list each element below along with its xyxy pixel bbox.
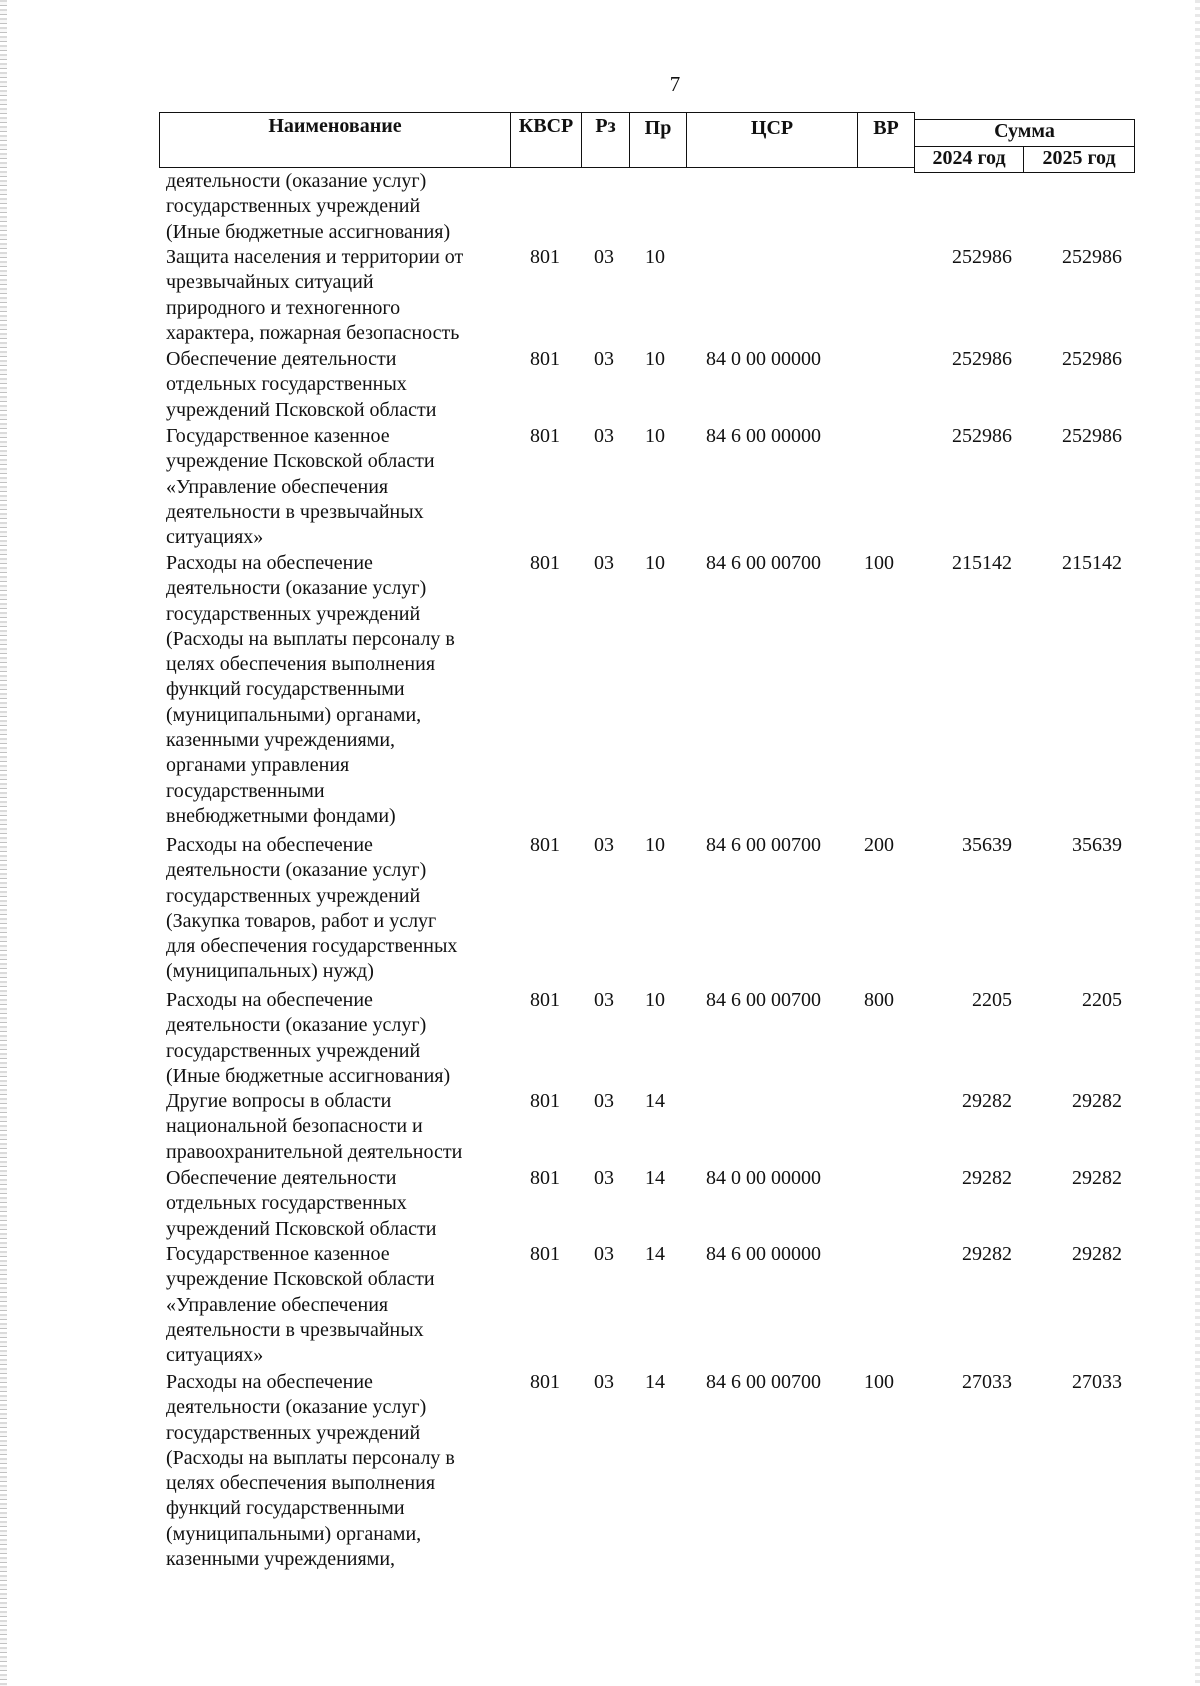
row-name: Обеспечение деятельности отдельных государственных учреждений Псковской области bbox=[166, 348, 437, 421]
row-rz: 03 bbox=[594, 1090, 614, 1112]
row-kvsr: 801 bbox=[530, 425, 560, 447]
row-y2025: 27033 bbox=[1072, 1371, 1122, 1393]
header-pr-label: Пр bbox=[644, 117, 672, 139]
row-y2025: 252986 bbox=[1062, 348, 1122, 370]
row-csr: 84 6 00 00700 bbox=[706, 1371, 821, 1393]
row-csr: 84 6 00 00700 bbox=[706, 989, 821, 1011]
row-name: Расходы на обеспечение деятельности (оказание услуг) государственных учреждений (Расходы на выплаты персоналу в целях обеспечения выполнения функций государственными (муниципальными) органами, казенными учреждениями, bbox=[166, 1371, 455, 1571]
row-kvsr: 801 bbox=[530, 1243, 560, 1265]
row-csr: 84 6 00 00700 bbox=[706, 552, 821, 574]
row-rz: 03 bbox=[594, 989, 614, 1011]
row-rz: 03 bbox=[594, 1167, 614, 1189]
header-vr-label: ВР bbox=[873, 117, 899, 139]
row-name: Расходы на обеспечение деятельности (оказание услуг) государственных учреждений (Закупка товаров, работ и услуг для обеспечения государственных (муниципальных) нужд) bbox=[166, 834, 458, 983]
row-pr: 10 bbox=[645, 989, 665, 1011]
row-pr: 10 bbox=[645, 552, 665, 574]
row-pr: 14 bbox=[645, 1167, 665, 1189]
row-rz: 03 bbox=[594, 348, 614, 370]
row-y2024: 29282 bbox=[962, 1243, 1012, 1265]
row-vr: 800 bbox=[864, 989, 894, 1011]
row-kvsr: 801 bbox=[530, 834, 560, 856]
row-y2024: 29282 bbox=[962, 1167, 1012, 1189]
row-pr: 14 bbox=[645, 1090, 665, 1112]
row-rz: 03 bbox=[594, 425, 614, 447]
row-y2025: 29282 bbox=[1072, 1167, 1122, 1189]
row-kvsr: 801 bbox=[530, 246, 560, 268]
row-csr: 84 6 00 00700 bbox=[706, 834, 821, 856]
row-y2024: 252986 bbox=[952, 425, 1012, 447]
row-name: Расходы на обеспечение деятельности (оказание услуг) государственных учреждений (Иные бюджетные ассигнования) bbox=[166, 989, 451, 1087]
row-y2025: 29282 bbox=[1072, 1090, 1122, 1112]
row-y2024: 2205 bbox=[972, 989, 1012, 1011]
row-rz: 03 bbox=[594, 1371, 614, 1393]
row-y2025: 252986 bbox=[1062, 246, 1122, 268]
row-pr: 10 bbox=[645, 834, 665, 856]
row-pr: 14 bbox=[645, 1371, 665, 1393]
header-kvsr-label: КВСР bbox=[518, 115, 574, 137]
row-rz: 03 bbox=[594, 834, 614, 856]
row-csr: 84 0 00 00000 bbox=[706, 348, 821, 370]
header-name-label: Наименование bbox=[268, 115, 402, 137]
row-name: Государственное казенное учреждение Псковской области «Управление обеспечения деятельности в чрезвычайных ситуациях» bbox=[166, 425, 435, 549]
row-vr: 100 bbox=[864, 552, 894, 574]
row-kvsr: 801 bbox=[530, 989, 560, 1011]
row-pr: 14 bbox=[645, 1243, 665, 1265]
row-vr: 200 bbox=[864, 834, 894, 856]
row-pr: 10 bbox=[645, 348, 665, 370]
row-kvsr: 801 bbox=[530, 552, 560, 574]
row-csr: 84 6 00 00000 bbox=[706, 1243, 821, 1265]
header-csr-label: ЦСР bbox=[750, 117, 794, 139]
row-rz: 03 bbox=[594, 246, 614, 268]
page-number: 7 bbox=[669, 72, 681, 96]
row-name: Защита населения и территории от чрезвычайных ситуаций природного и техногенного характера, пожарная безопасность bbox=[166, 246, 464, 344]
header-rz-label: Рз bbox=[595, 115, 616, 137]
row-pr: 10 bbox=[645, 246, 665, 268]
row-name: деятельности (оказание услуг) государственных учреждений (Иные бюджетные ассигнования) bbox=[166, 170, 451, 243]
scan-edge-left bbox=[0, 0, 7, 1686]
row-pr: 10 bbox=[645, 425, 665, 447]
row-name: Другие вопросы в области национальной безопасности и правоохранительной деятельности bbox=[166, 1090, 463, 1163]
row-y2024: 27033 bbox=[962, 1371, 1012, 1393]
row-name: Обеспечение деятельности отдельных государственных учреждений Псковской области bbox=[166, 1167, 437, 1240]
row-y2024: 252986 bbox=[952, 246, 1012, 268]
row-kvsr: 801 bbox=[530, 1371, 560, 1393]
row-csr: 84 0 00 00000 bbox=[706, 1167, 821, 1189]
row-rz: 03 bbox=[594, 1243, 614, 1265]
header-sum-label: Сумма bbox=[994, 120, 1055, 142]
row-y2024: 29282 bbox=[962, 1090, 1012, 1112]
row-rz: 03 bbox=[594, 552, 614, 574]
row-y2024: 215142 bbox=[952, 552, 1012, 574]
scan-edge-right bbox=[1195, 0, 1200, 1686]
row-y2024: 35639 bbox=[962, 834, 1012, 856]
row-y2025: 252986 bbox=[1062, 425, 1122, 447]
row-name: Государственное казенное учреждение Псковской области «Управление обеспечения деятельности в чрезвычайных ситуациях» bbox=[166, 1243, 435, 1367]
row-y2025: 29282 bbox=[1072, 1243, 1122, 1265]
row-y2024: 252986 bbox=[952, 348, 1012, 370]
row-kvsr: 801 bbox=[530, 348, 560, 370]
row-kvsr: 801 bbox=[530, 1090, 560, 1112]
row-vr: 100 bbox=[864, 1371, 894, 1393]
row-kvsr: 801 bbox=[530, 1167, 560, 1189]
row-y2025: 35639 bbox=[1072, 834, 1122, 856]
header-2025-label: 2025 год bbox=[1042, 147, 1116, 169]
row-y2025: 215142 bbox=[1062, 552, 1122, 574]
row-csr: 84 6 00 00000 bbox=[706, 425, 821, 447]
row-y2025: 2205 bbox=[1082, 989, 1122, 1011]
row-name: Расходы на обеспечение деятельности (оказание услуг) государственных учреждений (Расходы на выплаты персоналу в целях обеспечения выполнения функций государственными (муниципальными) органами, казенными учреждениями, органами управления государственными внебюджетными фондами) bbox=[166, 552, 455, 827]
header-2024-label: 2024 год bbox=[932, 147, 1006, 169]
